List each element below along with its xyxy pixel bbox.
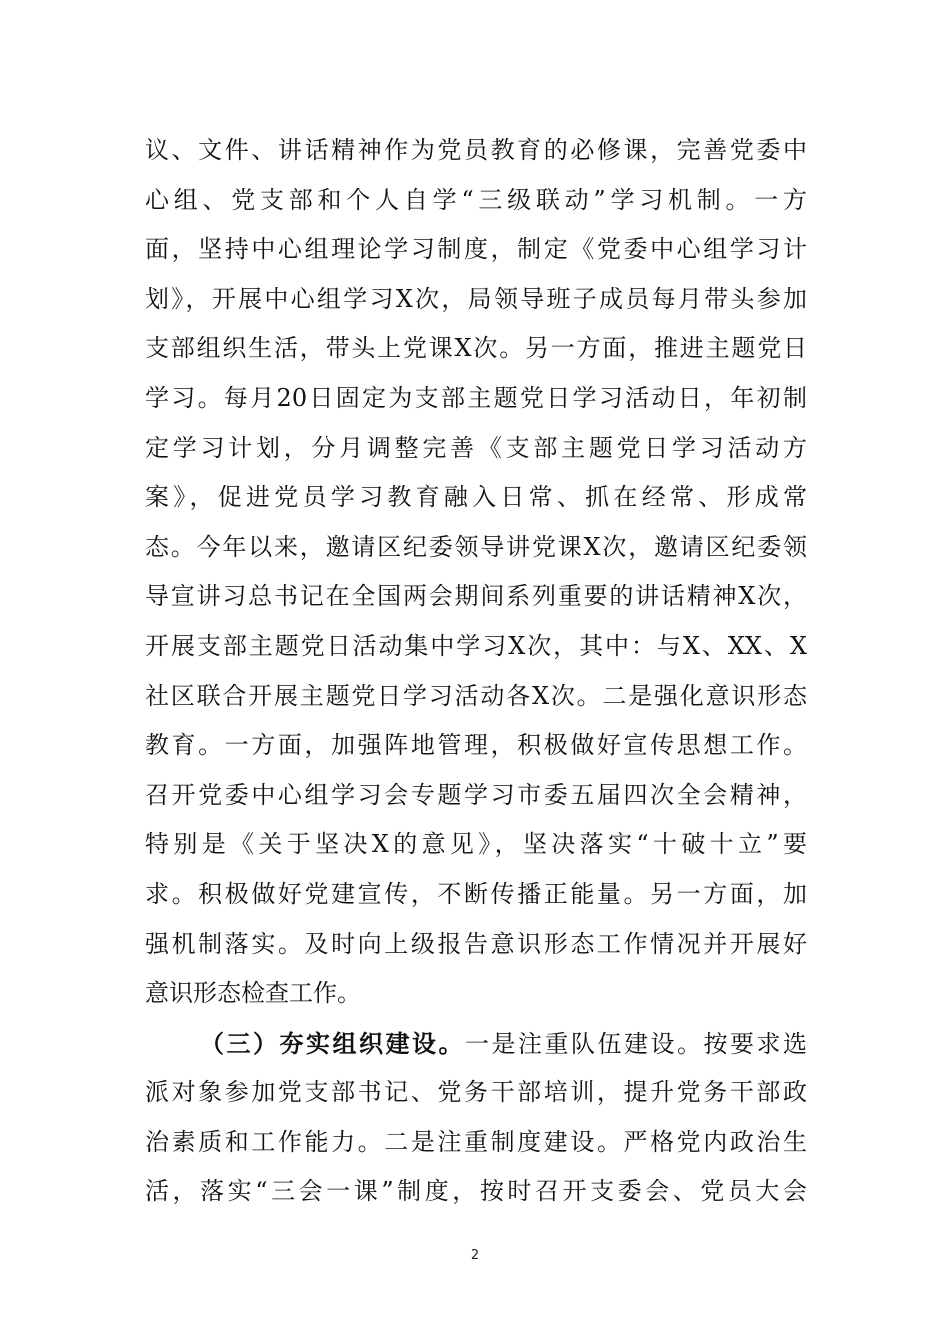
section-3-heading: （三）夯实组织建设。: [200, 1028, 465, 1058]
text-line: 意识形态检查工作。: [145, 979, 361, 1008]
text-line: 社区联合开展主题党日学习活动各X次。二是强化意识形态: [145, 681, 807, 710]
text-line: 活，落实“三会一课”制度，按时召开支委会、党员大会: [145, 1177, 807, 1206]
text-line: 划》，开展中心组学习X次，局领导班子成员每月带头参加: [145, 284, 807, 313]
text-line: 求。积极做好党建宣传，不断传播正能量。另一方面，加: [145, 879, 807, 908]
text-line: 派对象参加党支部书记、党务干部培训，提升党务干部政: [145, 1078, 807, 1107]
text-line: 强机制落实。及时向上级报告意识形态工作情况并开展好: [145, 929, 807, 958]
section-3-first-line-text: 一是注重队伍建设。按要求选: [465, 1029, 807, 1058]
text-line: 教育。一方面，加强阵地管理，积极做好宣传思想工作。: [145, 731, 807, 760]
text-line: 心组、党支部和个人自学“三级联动”学习机制。一方: [145, 185, 807, 214]
text-line: 召开党委中心组学习会专题学习市委五届四次全会精神，: [145, 780, 807, 809]
text-line: 治素质和工作能力。二是注重制度建设。严格党内政治生: [145, 1127, 807, 1156]
page-number: 2: [470, 1248, 480, 1263]
text-line: 特别是《关于坚决X的意见》，坚决落实“十破十立”要: [145, 830, 807, 859]
body-text: [145, 126, 807, 1217]
text-line: 案》，促进党员学习教育融入日常、抓在经常、形成常: [145, 483, 807, 512]
text-line: 定学习计划，分月调整完善《支部主题党日学习活动方: [145, 433, 807, 462]
text-line: 开展支部主题党日活动集中学习X次，其中：与X、XX、X: [145, 631, 807, 660]
text-line: 议、文件、讲话精神作为党员教育的必修课，完善党委中: [145, 136, 807, 164]
text-line: 态。今年以来，邀请区纪委领导讲党课X次，邀请区纪委领: [145, 532, 807, 561]
text-line: 导宣讲习总书记在全国两会期间系列重要的讲话精神X次，: [145, 582, 807, 611]
text-line: 面，坚持中心组理论学习制度，制定《党委中心组学习计: [145, 235, 807, 264]
text-line: 支部组织生活，带头上党课X次。另一方面，推进主题党日: [145, 334, 807, 363]
text-line: 学习。每月20日固定为支部主题党日学习活动日，年初制: [145, 383, 807, 412]
section-3-first-line: [145, 1019, 807, 1069]
